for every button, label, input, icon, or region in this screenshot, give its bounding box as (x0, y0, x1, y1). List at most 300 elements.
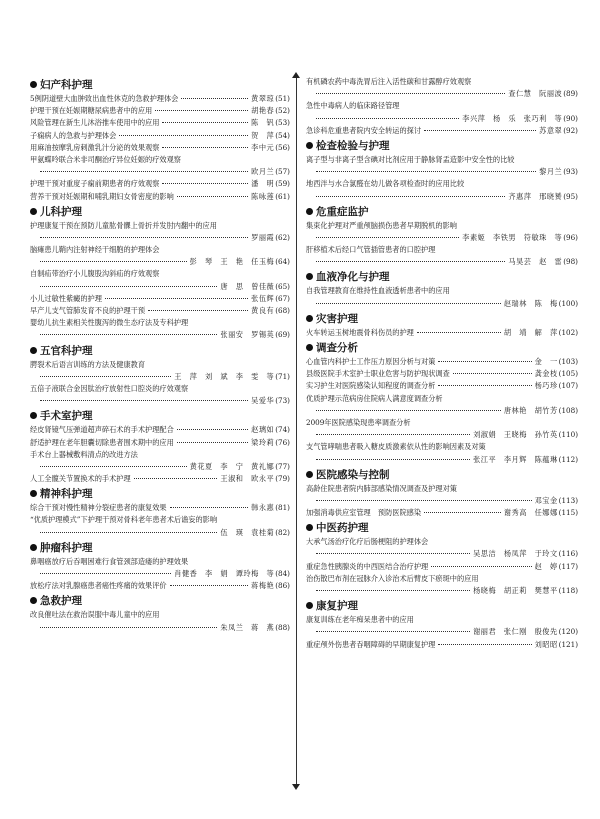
entry-title: 舒适护理在老年胆囊切除患者围术期中的应用 (30, 437, 174, 447)
entry-meta (473, 429, 578, 441)
entry-authors: 罗丽霞 (251, 232, 275, 242)
section-title: 妇产科护理 (40, 79, 93, 91)
entry-meta (473, 548, 578, 560)
section-heading (30, 205, 290, 220)
entry-page: (52) (275, 106, 290, 116)
entry-page: (110) (558, 430, 578, 440)
toc-entry (30, 268, 290, 292)
entry-title: 人工全髋关节置换术的手术护理 (30, 474, 131, 484)
toc-entry (306, 614, 578, 638)
section-bullet-icon (306, 142, 313, 149)
entry-page: (102) (558, 327, 578, 337)
dot-leader (438, 644, 531, 645)
entry-title-line (306, 76, 578, 88)
entry-title-line (306, 178, 578, 190)
entry-meta (251, 580, 290, 592)
section-bullet-icon (30, 81, 37, 88)
toc-entry (30, 178, 290, 190)
toc-section (306, 270, 578, 309)
entry-title-line (30, 359, 290, 371)
entry-authors: 吴爱华 (251, 396, 275, 406)
entry-meta (508, 88, 578, 100)
entry-title: 实习护生对医院感染认知程度的调查分析 (306, 381, 436, 391)
toc-entry (306, 536, 578, 560)
entry-page: (95) (563, 191, 578, 201)
entry-meta (251, 395, 290, 407)
entry-meta (220, 527, 290, 539)
section-heading (306, 468, 578, 483)
toc-section (30, 344, 290, 408)
section-bullet-icon (30, 490, 37, 497)
entry-authors: 黄良有 (251, 306, 275, 315)
entry-page: (61) (275, 191, 290, 201)
section-bullet-icon (30, 208, 37, 215)
entry-page: (108) (558, 405, 578, 415)
entry-authors: 张丽安 罗锡英 (220, 330, 275, 340)
entry-meta-line (306, 585, 578, 597)
entry-authors: 李兴萍 杨 乐 张巧利 等 (462, 113, 563, 123)
toc-entry (30, 424, 290, 436)
entry-page: (67) (275, 293, 290, 303)
entry-title-line (30, 244, 290, 256)
entry-meta (504, 507, 578, 519)
entry-line (30, 130, 290, 142)
dot-leader (316, 434, 470, 435)
entry-line (30, 117, 290, 129)
toc-entry (306, 244, 578, 268)
entry-meta (174, 371, 290, 383)
section-bullet-icon (30, 412, 37, 419)
entry-title-line (306, 614, 578, 626)
section-title: 急救护理 (40, 595, 82, 608)
entry-authors: 韩永惠 (251, 503, 275, 513)
entry-authors: 谢丽君 张仁刚 殷俊先 (473, 627, 558, 637)
entry-meta (535, 561, 578, 573)
entry-page: (73) (275, 396, 290, 406)
dot-leader (40, 573, 171, 574)
dot-leader (105, 298, 248, 299)
entry-meta (535, 356, 578, 368)
dot-leader (316, 553, 470, 554)
entry-meta (220, 622, 290, 634)
dot-leader (177, 442, 248, 443)
entry-title-line (306, 285, 578, 297)
toc-entry (306, 561, 578, 573)
entry-line (30, 473, 290, 485)
dot-leader (40, 466, 187, 467)
entry-meta (462, 113, 578, 125)
entry-page: (117) (558, 561, 578, 571)
dot-leader (162, 122, 248, 123)
entry-page: (77) (275, 461, 290, 471)
entry-authors: 张江平 李月辉 陈蕴琳 (473, 454, 558, 464)
entry-title: 地西泮与水合氯醛在幼儿做各项检查时的应用比较 (306, 179, 465, 189)
entry-title: 综合干预对慢性精神分裂症患者的康复效果 (30, 503, 167, 513)
entry-title: 有机磷农药中毒洗胃后注入活性碳和甘露醇疗效观察 (306, 77, 472, 86)
entry-meta (251, 191, 290, 203)
entry-page: (64) (275, 257, 290, 267)
dot-leader (40, 334, 217, 335)
entry-line (306, 561, 578, 573)
entry-line (306, 380, 578, 392)
entry-meta (539, 125, 578, 137)
entry-meta (504, 405, 578, 417)
entry-meta-line (306, 256, 578, 268)
entry-page: (112) (558, 454, 578, 464)
entry-title: 心血管内科护士工作压力原因分析与对策 (306, 357, 436, 366)
entry-meta (251, 232, 290, 244)
entry-meta (220, 473, 290, 485)
entry-title: 用麻油按摩乳房刺激乳汁分泌的效果观察 (30, 142, 160, 152)
entry-meta-line (30, 281, 290, 293)
entry-title-line (306, 536, 578, 548)
entry-line (30, 105, 290, 117)
entry-meta (539, 166, 578, 178)
entry-authors: 黎月兰 (539, 167, 563, 177)
entry-authors: 肖健香 李 娟 谭玲梅 等 (174, 569, 275, 578)
entry-title: 脑瘫患儿鞘内注射神经干细胞的护理体会 (30, 245, 160, 255)
entry-page: (90) (563, 113, 578, 123)
entry-authors: 欧月兰 (251, 167, 275, 177)
toc-entry (306, 368, 578, 380)
toc-entry (306, 76, 578, 100)
entry-meta-line (306, 232, 578, 244)
dot-leader (40, 286, 217, 287)
entry-page: (88) (275, 622, 290, 632)
section-bullet-icon (306, 602, 313, 609)
entry-meta (251, 437, 290, 449)
entry-page: (51) (275, 94, 290, 103)
entry-meta-line (30, 568, 290, 580)
toc-entry (30, 317, 290, 341)
entry-title-line (306, 417, 578, 429)
toc-section (30, 78, 290, 203)
toc-entry (30, 473, 290, 485)
entry-meta-line (306, 191, 578, 203)
entry-meta-line (306, 405, 578, 417)
entry-title: 手术台上器械敷料清点的改进方法 (30, 449, 138, 459)
toc-entry (306, 100, 578, 124)
entry-title-line (306, 154, 578, 166)
entry-authors: 马昊芸 赵 雷 (508, 257, 563, 267)
toc-entry (306, 285, 578, 309)
toc-entry (306, 573, 578, 597)
entry-meta (251, 166, 290, 178)
entry-title-line (30, 154, 290, 166)
entry-authors: 刘昭昭 (534, 639, 558, 649)
toc-section (30, 594, 290, 633)
entry-title: 腭裂术后语言训练的方法及健康教育 (30, 359, 146, 369)
dot-leader (424, 512, 501, 513)
entry-line (30, 142, 290, 154)
section-bullet-icon (30, 347, 37, 354)
entry-authors: 伍 瑛 袁桂菊 (220, 527, 275, 537)
toc-entry (306, 380, 578, 392)
dot-leader (316, 590, 470, 591)
entry-title: 离子型与非离子型含碘对比剂应用于静脉肾盂造影中安全性的比较 (306, 154, 515, 164)
entry-title: 自我管理教育在维持性血液透析患者中的应用 (306, 286, 450, 296)
toc-entry (30, 502, 290, 514)
entry-title-line (306, 244, 578, 256)
entry-meta (473, 626, 578, 638)
entry-title: 护理干预对重度子痫前期患者的疗效观察 (30, 179, 160, 189)
entry-title-line (306, 483, 578, 495)
section-title: 检查检验与护理 (316, 139, 390, 152)
entry-authors: 黄翠琼 (251, 94, 275, 103)
section-bullet-icon (306, 344, 313, 351)
entry-meta-line (30, 395, 290, 407)
section-heading (30, 344, 290, 359)
entry-page: (96) (563, 232, 578, 242)
entry-meta (251, 105, 290, 117)
section-heading (306, 139, 578, 154)
dot-leader (155, 110, 248, 111)
section-title: 儿科护理 (40, 205, 82, 218)
entry-title-line (30, 317, 290, 329)
toc-entry (30, 383, 290, 407)
section-heading (30, 78, 290, 93)
entry-authors: 陈 钒 (251, 118, 275, 128)
entry-page: (71) (275, 371, 290, 381)
entry-page: (100) (558, 298, 578, 308)
entry-line (30, 93, 290, 105)
entry-meta-line (306, 88, 578, 100)
entry-line (30, 293, 290, 305)
entry-meta (251, 178, 290, 190)
entry-title: 重症颅外伤患者吞咽障碍的早期康复护理 (306, 639, 436, 649)
dot-leader (134, 478, 218, 479)
dot-leader (431, 566, 531, 567)
entry-title: “优质护理模式”下护理干预对骨科老年患者术后谵妄的影响 (30, 515, 218, 525)
toc-entry (30, 556, 290, 580)
section-title: 手术室护理 (40, 410, 93, 423)
entry-meta (535, 495, 578, 507)
toc-section (306, 139, 578, 203)
toc-entry (30, 142, 290, 154)
entry-meta (220, 329, 290, 341)
entry-authors: 苏意翠 (539, 125, 563, 135)
entry-title: 五倍子液联合金因肽治疗放射性口腔炎的疗效观察 (30, 383, 189, 393)
dot-leader (417, 332, 501, 333)
entry-authors: 齐惠萍 邢晓赟 (508, 191, 563, 201)
right-column (306, 76, 578, 651)
entry-page: (84) (275, 569, 290, 578)
entry-meta (508, 256, 578, 268)
toc-section (306, 599, 578, 651)
dot-leader (316, 459, 470, 460)
entry-title: 治伤散巴布剂在冠脉介入诊治术后臂皮下瘀斑中的应用 (306, 573, 479, 583)
dot-leader (162, 183, 248, 184)
dot-leader (316, 196, 505, 197)
entry-meta (174, 568, 290, 580)
section-title: 危重症监护 (316, 205, 369, 218)
entry-authors: 唐 思 曾佳薇 (220, 281, 275, 291)
entry-title-line (30, 609, 290, 621)
entry-page: (79) (275, 474, 290, 484)
toc-entry (30, 244, 290, 268)
dot-leader (316, 237, 459, 238)
toc-entry (30, 117, 290, 129)
entry-page: (116) (558, 549, 578, 559)
entry-page: (93) (563, 167, 578, 177)
entry-authors: 朱凤兰 蒋 燕 (220, 622, 275, 632)
entry-meta (535, 639, 578, 651)
entry-meta-line (30, 232, 290, 244)
dot-leader (438, 361, 531, 362)
entry-title: 经皮肾镜气压弹道超声碎石术的手术护理配合 (30, 425, 174, 435)
entry-meta-line (306, 166, 578, 178)
toc-entry (306, 125, 578, 137)
entry-authors: 邓宝金 (534, 495, 558, 505)
entry-page: (82) (275, 527, 290, 537)
section-bullet-icon (30, 597, 37, 604)
entry-authors: 彭 琴 王 艳 任玉梅 (189, 257, 275, 267)
entry-meta (504, 298, 578, 310)
entry-authors: 杨晓梅 胡正莉 樊慧平 (473, 586, 558, 595)
entry-authors: 赵瑞林 陈 梅 (503, 298, 558, 308)
entry-meta (251, 424, 290, 436)
entry-meta-line (30, 166, 290, 178)
dot-leader (316, 631, 470, 632)
entry-title-line (306, 100, 578, 112)
dot-leader (438, 385, 531, 386)
toc-section (306, 468, 578, 520)
entry-title: 小儿过敏性紫癜的护理 (30, 293, 102, 303)
dot-leader (40, 376, 171, 377)
section-heading (30, 541, 290, 556)
entry-page: (62) (275, 232, 290, 242)
section-heading (30, 409, 290, 424)
section-title: 灾害护理 (316, 312, 358, 325)
dot-leader (119, 135, 248, 136)
section-bullet-icon (306, 471, 313, 478)
entry-title: 护理康复干预在预防儿童肱骨髁上骨折并发肘内翻中的应用 (30, 220, 217, 230)
entry-meta-line (30, 256, 290, 268)
entry-meta (220, 281, 290, 293)
section-title: 五官科护理 (40, 344, 93, 357)
entry-authors: 王 萍 刘 斌 李 雯 等 (174, 371, 275, 381)
dot-leader (316, 118, 459, 119)
toc-entry (30, 154, 290, 178)
entry-title: 子痫病人的急救与护理体会 (30, 130, 117, 140)
section-title: 康复护理 (316, 600, 358, 613)
column-arrow-down-icon (292, 784, 300, 790)
entry-page: (103) (558, 357, 578, 366)
entry-page: (76) (275, 437, 290, 447)
section-heading (306, 521, 578, 536)
toc-entry (30, 437, 290, 449)
entry-page: (74) (275, 425, 290, 435)
entry-title: 大承气汤治疗化疗后肠梗阻的护理体会 (306, 537, 429, 547)
entry-title-line (30, 514, 290, 526)
entry-line (30, 305, 290, 317)
entry-page: (121) (558, 639, 578, 649)
entry-authors: 龚金枝 (534, 369, 558, 379)
entry-authors: 李素姬 李铁男 符敏珠 等 (462, 232, 563, 242)
section-title: 血液净化与护理 (316, 271, 390, 284)
entry-page: (86) (275, 581, 290, 591)
entry-title: 集束化护理对严重颅脑损伤患者早期脱机的影响 (306, 220, 457, 230)
dot-leader (40, 532, 217, 533)
dot-leader (148, 310, 248, 311)
entry-title: 婴幼儿抗生素相关性腹泻的微生态疗法及专科护理 (30, 318, 189, 328)
entry-title: 2009年医院感染现患率调查分析 (306, 417, 411, 427)
entry-line (30, 178, 290, 190)
toc-entry (306, 154, 578, 178)
dot-leader (162, 147, 248, 148)
toc-section (306, 341, 578, 466)
entry-authors: 赵 婷 (534, 561, 558, 571)
entry-title: 自制疝带治疗小儿腹股沟斜疝的疗效观察 (30, 269, 160, 279)
entry-authors: 贺 萍 (251, 130, 275, 140)
section-title: 医院感染与控制 (316, 468, 390, 481)
entry-page: (92) (563, 125, 578, 135)
toc-entry (306, 356, 578, 368)
entry-page: (53) (275, 118, 290, 128)
dot-leader (316, 261, 505, 262)
section-title: 中医药护理 (316, 522, 369, 535)
dot-leader (40, 261, 187, 262)
section-title: 精神科护理 (40, 488, 93, 501)
toc-entry (30, 359, 290, 383)
entry-meta-line (306, 454, 578, 466)
dot-leader (40, 237, 248, 238)
dot-leader (181, 98, 248, 99)
entry-page: (115) (558, 508, 578, 518)
entry-title-line (306, 393, 578, 405)
entry-page: (81) (275, 503, 290, 513)
entry-authors: 王淑和 欧永平 (220, 474, 275, 484)
entry-title: 改良催吐法在救治误服中毒儿童中的应用 (30, 610, 160, 620)
dot-leader (316, 410, 501, 411)
entry-title-line (306, 220, 578, 232)
entry-line (30, 424, 290, 436)
toc-entry (30, 93, 290, 105)
toc-section (30, 487, 290, 539)
entry-title-line (30, 449, 290, 461)
entry-meta (190, 256, 290, 268)
entry-authors: 唐林艳 胡竹芳 (503, 405, 558, 415)
dot-leader (177, 196, 248, 197)
toc-entry (306, 441, 578, 465)
section-bullet-icon (306, 208, 313, 215)
entry-page: (59) (275, 179, 290, 189)
dot-leader (170, 507, 249, 508)
entry-meta (251, 142, 290, 154)
entry-title-line (306, 441, 578, 453)
toc-entry (30, 609, 290, 633)
entry-title: 护理干预在妊娠期糖尿病患者中的应用 (30, 106, 153, 116)
entry-title-line (30, 268, 290, 280)
entry-title: 急性中毒病人的临床路径管理 (306, 101, 400, 111)
toc-section (30, 541, 290, 593)
entry-meta-line (306, 298, 578, 310)
entry-authors: 杨巧珍 (534, 381, 558, 391)
section-title: 肿瘤科护理 (40, 541, 93, 554)
left-column (30, 76, 290, 634)
dot-leader (316, 171, 536, 172)
entry-authors: 谢秀高 任娜娜 (503, 508, 558, 518)
toc-entry (306, 327, 578, 339)
entry-authors: 赵璃如 (251, 425, 275, 435)
section-bullet-icon (306, 315, 313, 322)
entry-page: (98) (563, 257, 578, 267)
toc-entry (30, 191, 290, 203)
toc-section (30, 409, 290, 485)
dot-leader (316, 303, 501, 304)
entry-title: 重症急性胰腺炎的中西医结合治疗护理 (306, 561, 429, 571)
entry-title: 优质护理示范病房住院病人满意度调查分析 (306, 393, 443, 403)
